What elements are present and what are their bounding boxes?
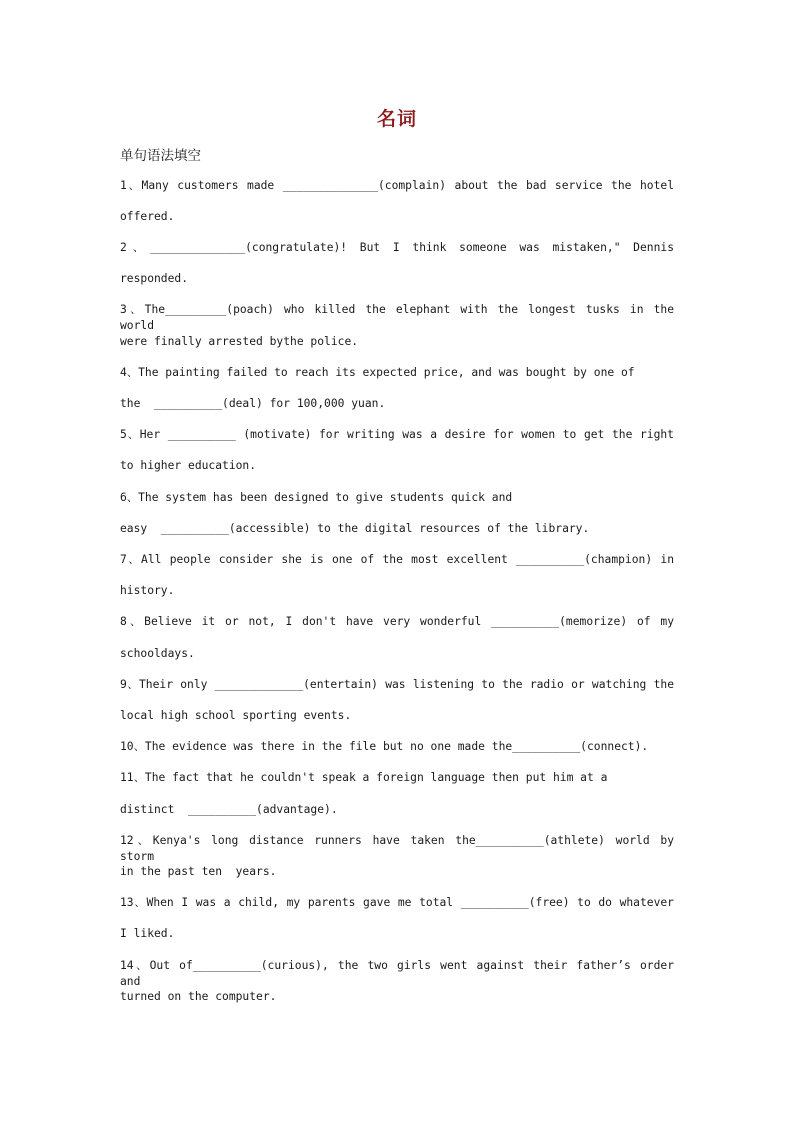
- text-line: 9、Their only _____________(entertain) was listening to the radio or watching the: [120, 678, 674, 691]
- text-line: 13、When I was a child, my parents gave me total __________(free) to do whatever: [120, 896, 674, 909]
- text-line: offered.: [120, 210, 175, 223]
- text-line: 1、Many customers made ______________(complain) about the bad service the hotel: [120, 179, 674, 192]
- text-line: schooldays.: [120, 647, 195, 660]
- text-line: 14、Out of__________(curious), the two girls went against their father’s order and: [120, 959, 674, 988]
- text-line: 7、All people consider she is one of the most excellent __________(champion) in: [120, 553, 674, 566]
- text-line: 2、______________(congratulate)! But I think someone was mistaken," Dennis: [120, 241, 674, 254]
- text-line: were finally arrested bythe police.: [120, 335, 359, 348]
- text-line: in the past ten years.: [120, 865, 277, 878]
- text-line: the __________(deal) for 100,000 yuan.: [120, 397, 386, 410]
- text-line: 10、The evidence was there in the file but no one made the__________(connect).: [120, 740, 649, 753]
- text-line: distinct __________(advantage).: [120, 803, 338, 816]
- page-title: 名词: [376, 108, 417, 130]
- text-line: 6、The system has been designed to give students quick and: [120, 491, 513, 504]
- text-line: to higher education.: [120, 459, 257, 472]
- text-line: 11、The fact that he couldn't speak a foreign language then put him at a: [120, 771, 608, 784]
- text-line: responded.: [120, 272, 189, 285]
- text-line: 5、Her __________ (motivate) for writing was a desire for women to get the right: [120, 428, 674, 441]
- text-line: easy __________(accessible) to the digital resources of the library.: [120, 522, 590, 535]
- section-heading: 单句语法填空: [120, 148, 201, 164]
- text-line: 3、The_________(poach) who killed the elephant with the longest tusks in the world: [120, 303, 674, 332]
- text-line: local high school sporting events.: [120, 709, 352, 722]
- text-line: 12、Kenya's long distance runners have taken the__________(athlete) world by storm: [120, 834, 674, 863]
- text-line: I liked.: [120, 927, 175, 940]
- text-line: history.: [120, 584, 175, 597]
- text-line: turned on the computer.: [120, 990, 277, 1003]
- text-line: 4、The painting failed to reach its expected price, and was bought by one of: [120, 366, 635, 379]
- text-line: 8、Believe it or not, I don't have very wonderful __________(memorize) of my: [120, 615, 674, 628]
